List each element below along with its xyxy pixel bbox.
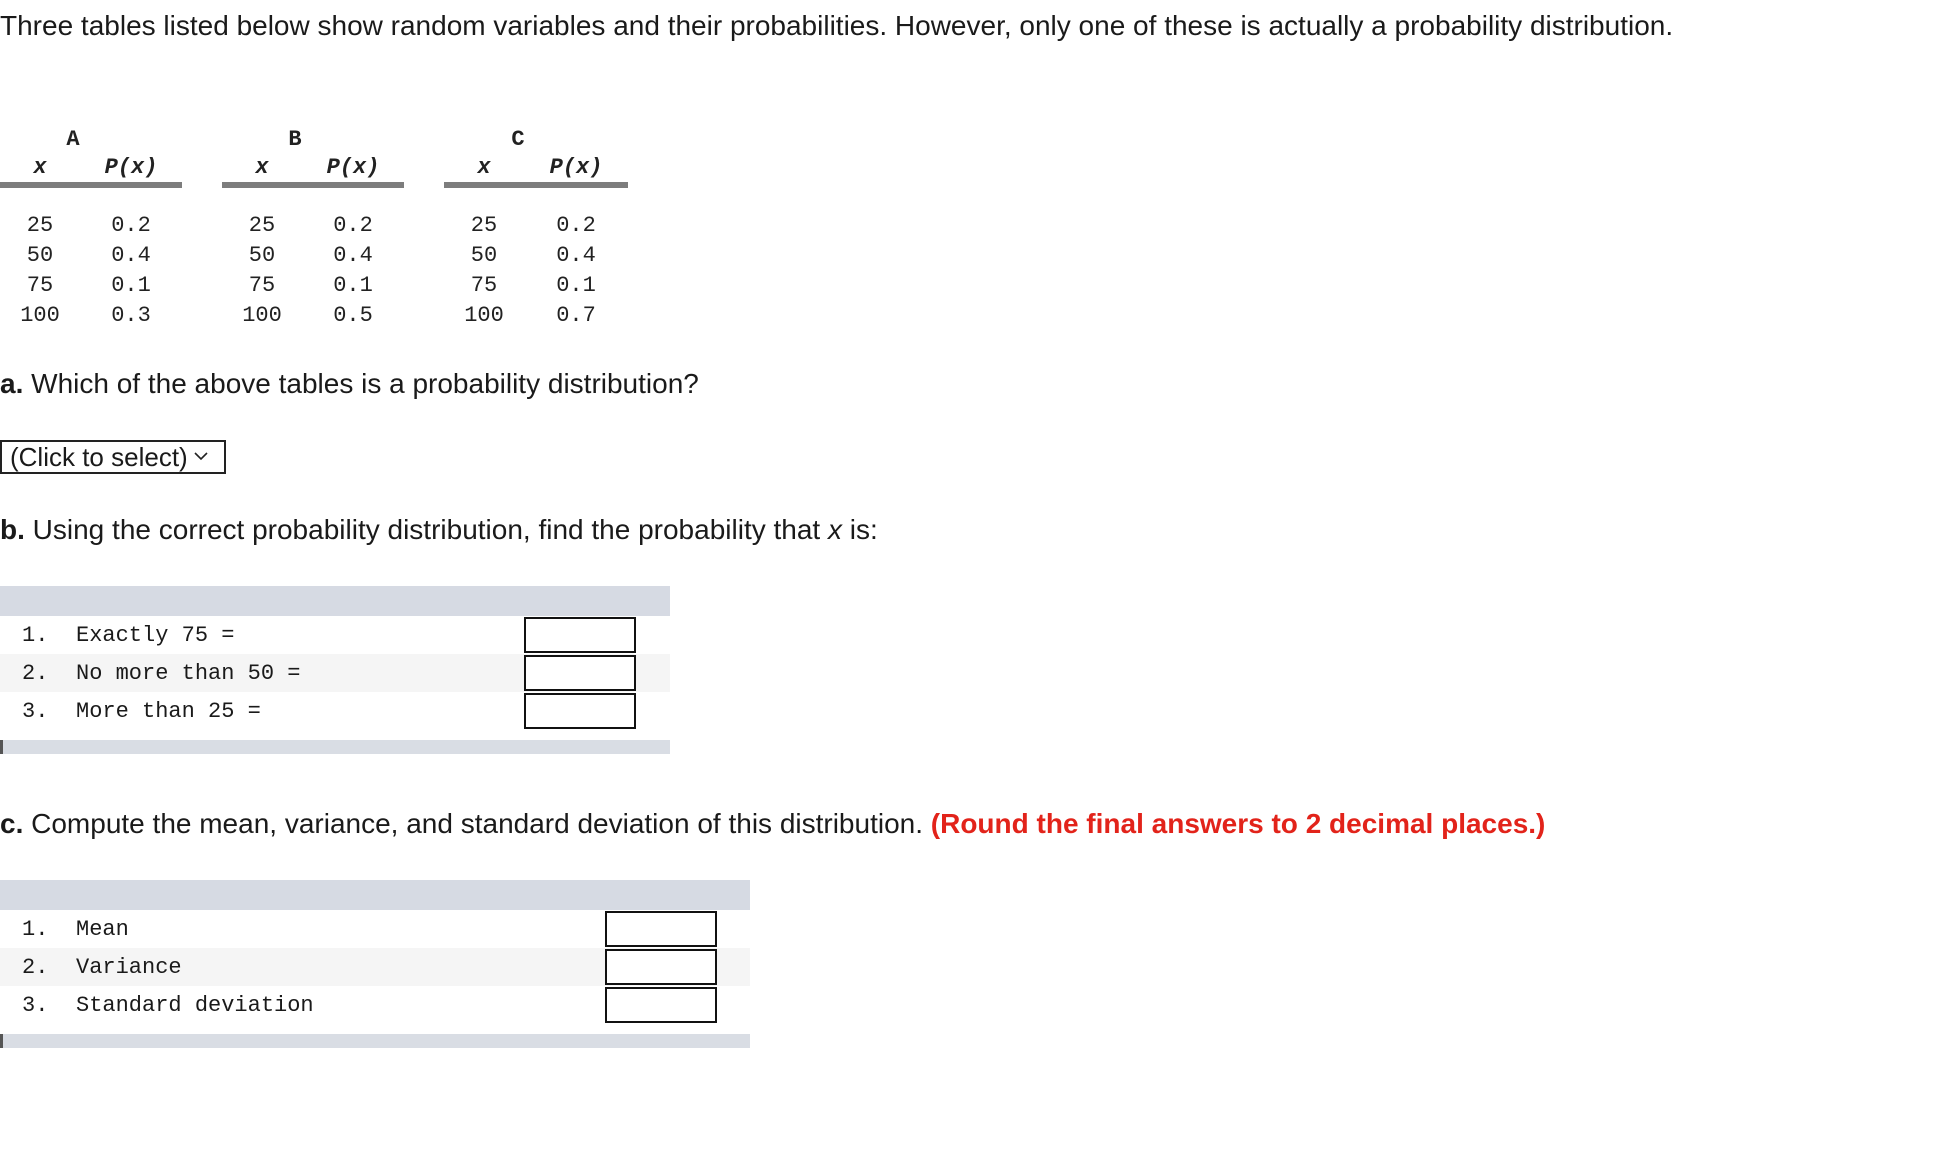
table-row: 25 0.2 [26, 212, 151, 238]
part-b-text-end: is: [849, 514, 878, 545]
part-c-question [0, 806, 1545, 842]
table-a [0, 118, 182, 330]
part-b-text: Using the correct probability distribution, find the probability that [32, 514, 821, 545]
table-row: 75 0.1 [248, 272, 373, 298]
part-a-letter: a. [0, 368, 24, 399]
col-header-px: P(x) [104, 154, 158, 180]
part-b-answers [0, 586, 670, 754]
table-row: 100 0.5 [242, 302, 373, 328]
table-title: B [288, 127, 302, 152]
part-c-answers [0, 880, 750, 1048]
answer-row: 3. More than 25 = [0, 692, 670, 730]
answer-table-footer [0, 1034, 750, 1048]
table-row: 100 0.7 [464, 302, 596, 328]
table-row: 25 0.2 [248, 212, 373, 238]
answer-table-header [0, 586, 670, 616]
col-header-x: x [33, 154, 47, 180]
table-row: 50 0.4 [26, 242, 151, 268]
table-title: C [511, 127, 525, 152]
col-header-x: x [477, 154, 491, 180]
col-header-px: P(x) [549, 154, 603, 180]
answer-row: 2. No more than 50 = [0, 654, 670, 692]
part-b-var: x [827, 514, 842, 545]
select-value: (Click to select) [10, 441, 188, 472]
answer-input-mean[interactable] [605, 911, 717, 947]
answer-input-standard-deviation[interactable] [605, 987, 717, 1023]
answer-row: 3. Standard deviation [0, 986, 750, 1024]
part-b-question [0, 512, 878, 548]
answer-table-header [0, 880, 750, 910]
answer-input-exactly-75[interactable] [524, 617, 636, 653]
part-c-text: Compute the mean, variance, and standard deviation of this distribution. [31, 808, 923, 839]
answer-row: 1. Exactly 75 = [0, 616, 670, 654]
col-header-px: P(x) [326, 154, 380, 180]
answer-input-variance[interactable] [605, 949, 717, 985]
answer-table-footer [0, 740, 670, 754]
part-c-letter: c. [0, 808, 24, 839]
answer-row: 2. Variance [0, 948, 750, 986]
answer-input-no-more-than-50[interactable] [524, 655, 636, 691]
chevron-down-icon [194, 451, 206, 463]
table-row: 50 0.4 [470, 242, 596, 268]
intro-text: Three tables listed below show random variables and their probabilities. However, only one of these is actually a probability distribution. [0, 10, 1674, 41]
col-header-x: x [255, 154, 269, 180]
table-title: A [66, 127, 80, 152]
table-row: 50 0.4 [248, 242, 373, 268]
table-b [222, 118, 404, 330]
table-row: 25 0.2 [470, 212, 596, 238]
table-row: 100 0.3 [20, 302, 151, 328]
part-a-question [0, 366, 699, 402]
part-b-letter: b. [0, 514, 25, 545]
table-row: 75 0.1 [26, 272, 151, 298]
answer-row: 1. Mean [0, 910, 750, 948]
table-row: 75 0.1 [470, 272, 596, 298]
part-a-text: Which of the above tables is a probability distribution? [31, 368, 699, 399]
answer-select[interactable] [0, 440, 226, 474]
answer-input-more-than-25[interactable] [524, 693, 636, 729]
table-c [444, 118, 628, 330]
rounding-note: (Round the final answers to 2 decimal places.) [930, 808, 1546, 839]
